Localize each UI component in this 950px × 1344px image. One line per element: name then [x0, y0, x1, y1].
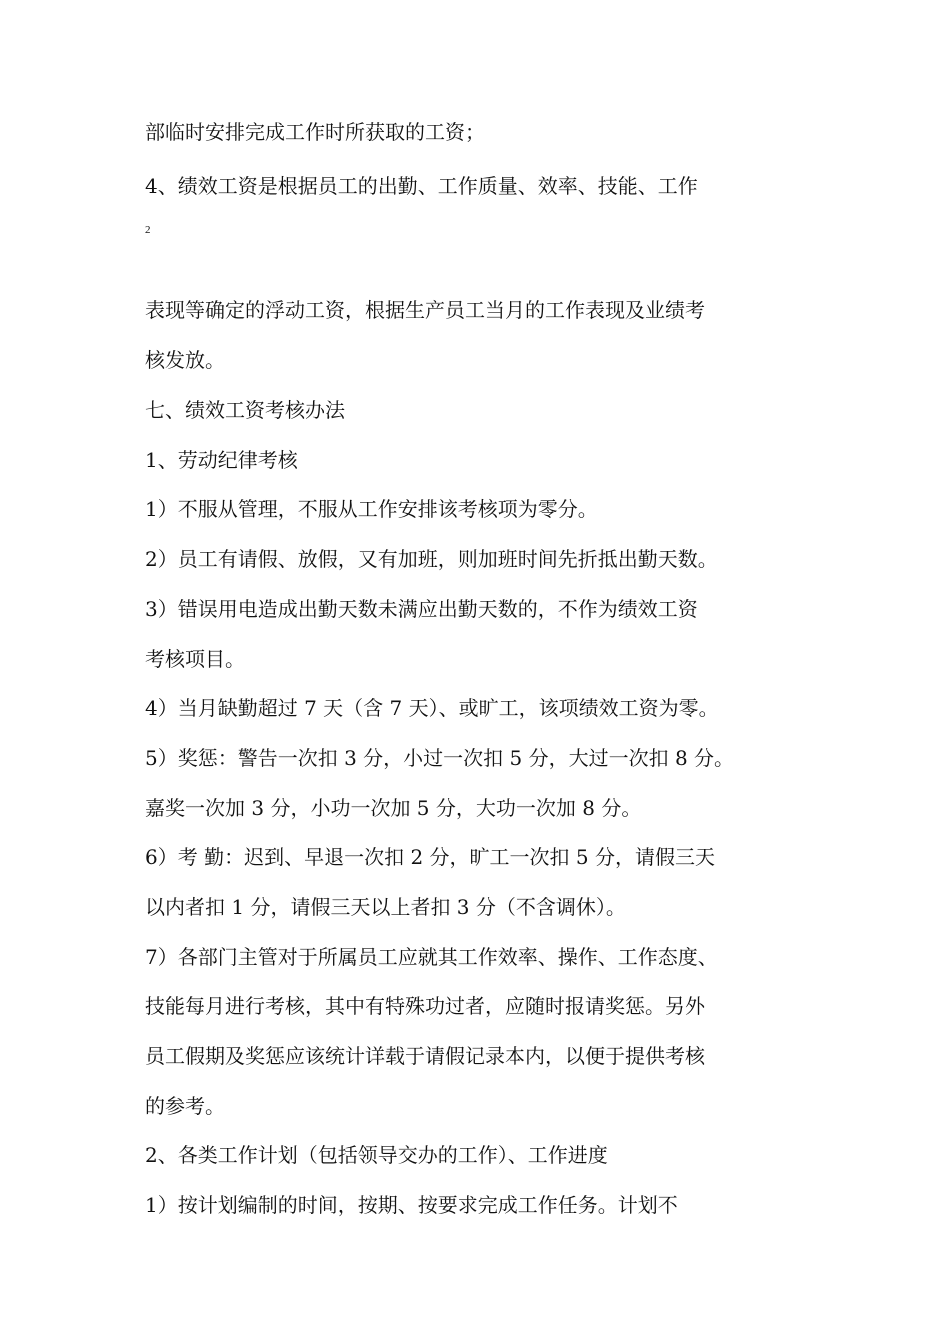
text-line: 4）当月缺勤超过 7 天（含 7 天）、或旷工，该项绩效工资为零。 — [145, 696, 719, 720]
text-line: 技能每月进行考核，其中有特殊功过者，应随时报请奖惩。另外 — [145, 994, 705, 1018]
text-line: 4、绩效工资是根据员工的出勤、工作质量、效率、技能、工作 — [145, 174, 698, 198]
page-number: 2 — [145, 224, 151, 236]
subsection-heading: 1、劳动纪律考核 — [145, 448, 298, 472]
text-line: 核发放。 — [145, 348, 225, 372]
text-line: 6）考 勤：迟到、早退一次扣 2 分，旷工一次扣 5 分，请假三天 — [145, 845, 715, 869]
text-line: 员工假期及奖惩应该统计详载于请假记录本内，以便于提供考核 — [145, 1044, 705, 1068]
text-line: 表现等确定的浮动工资，根据生产员工当月的工作表现及业绩考 — [145, 298, 705, 322]
text-line: 部临时安排完成工作时所获取的工资； — [145, 120, 485, 144]
subsection-heading: 2、各类工作计划（包括领导交办的工作）、工作进度 — [145, 1143, 608, 1167]
text-line: 1）不服从管理，不服从工作安排该考核项为零分。 — [145, 497, 598, 521]
section-heading: 七、绩效工资考核办法 — [145, 398, 345, 422]
text-line: 嘉奖一次加 3 分，小功一次加 5 分，大功一次加 8 分。 — [145, 796, 642, 820]
text-line: 1）按计划编制的时间，按期、按要求完成工作任务。计划不 — [145, 1193, 678, 1217]
text-line: 2）员工有请假、放假，又有加班，则加班时间先折抵出勤天数。 — [145, 547, 718, 571]
text-line: 3）错误用电造成出勤天数未满应出勤天数的，不作为绩效工资 — [145, 597, 698, 621]
text-line: 7）各部门主管对于所属员工应就其工作效率、操作、工作态度、 — [145, 945, 718, 969]
text-line: 5）奖惩：警告一次扣 3 分，小过一次扣 5 分，大过一次扣 8 分。 — [145, 746, 735, 770]
text-line: 以内者扣 1 分，请假三天以上者扣 3 分（不含调休）。 — [145, 895, 626, 919]
text-line: 的参考。 — [145, 1094, 225, 1118]
text-line: 考核项目。 — [145, 647, 245, 671]
